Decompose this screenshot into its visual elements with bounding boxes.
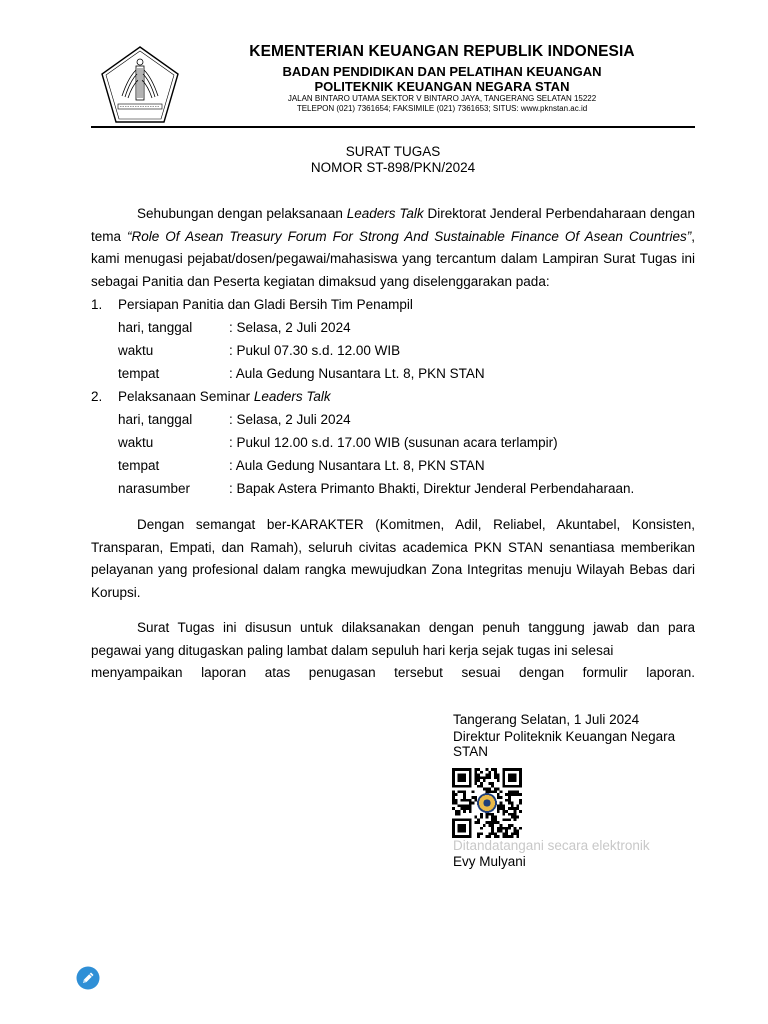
detail-label: hari, tanggal [118, 412, 193, 427]
item-number: 1. [91, 297, 103, 312]
intro-paragraph: Sehubungan dengan pelaksanaan Leaders Talk Direktorat Jenderal Perbendaharaan dengan tema “Role Of Asean Treasury Forum For Strong And Sustainable Finance Of Asean Countries”, kami menugasi pejabat/dosen/pegawai/mahasiswa yang tercantum dalam Lampiran Surat Tugas ini sebagai Panitia dan Peserta kegiatan dimaksud yang diselenggarakan pada: [91, 206, 695, 289]
institution-name: POLITEKNIK KEUANGAN NEGARA STAN [314, 79, 570, 94]
letterhead-divider [91, 126, 695, 128]
closing-paragraph: Surat Tugas ini disusun untuk dilaksanakan dengan penuh tanggung jawab dan para pegawai yang ditugaskan paling lambat dalam sepuluh hari kerja sejak tugas ini selesai menyampaikan laporan atas penugasan tersebut sesuai dengan formulir laporan. [91, 620, 695, 680]
detail-label: tempat [118, 366, 160, 381]
place-date: Tangerang Selatan, 1 Juli 2024 [453, 712, 640, 727]
document-number: NOMOR ST-898/PKN/2024 [310, 160, 476, 175]
detail-value: : Pukul 12.00 s.d. 17.00 WIB (susunan acara terlampir) [229, 435, 558, 450]
detail-label: waktu [118, 435, 154, 450]
detail-value: : Bapak Astera Primanto Bhakti, Direktur Jenderal Perbendaharaan. [229, 481, 635, 496]
address-line: JALAN BINTARO UTAMA SEKTOR V BINTARO JAYA, TANGERANG SELATAN 15222 [287, 94, 597, 103]
detail-label: tempat [118, 458, 160, 473]
detail-value: : Aula Gedung Nusantara Lt. 8, PKN STAN [229, 366, 485, 381]
values-paragraph: Dengan semangat ber-KARAKTER (Komitmen, Adil, Reliabel, Akuntabel, Konsisten, Transparan, Empati, dan Ramah), seluruh civitas academica PKN STAN senantiasa memberikan pelayanan yang profesional dalam rangka mewujudkan Zona Integritas menuju Wilayah Bebas dari Korupsi. [91, 517, 695, 600]
signer-name: Evy Mulyani [453, 854, 526, 869]
detail-value: : Aula Gedung Nusantara Lt. 8, PKN STAN [229, 458, 485, 473]
detail-label: waktu [118, 343, 154, 358]
detail-value: : Selasa, 2 Juli 2024 [229, 412, 351, 427]
item-title: Persiapan Panitia dan Gladi Bersih Tim Penampil [118, 297, 413, 312]
item-title: Pelaksanaan Seminar Leaders Talk [118, 389, 331, 404]
ministry-logo [98, 44, 182, 126]
detail-label: hari, tanggal [118, 320, 193, 335]
document-title: SURAT TUGAS [345, 144, 441, 159]
signer-position: Direktur Politeknik Keuangan Negara [453, 729, 676, 744]
e-sign-note: Ditandatangani secara elektronik [453, 838, 650, 853]
contact-line: TELEPON (021) 7361654; FAKSIMILE (021) 7361653; SITUS: www.pknstan.ac.id [296, 104, 588, 113]
ministry-name: KEMENTERIAN KEUANGAN REPUBLIK INDONESIA [249, 43, 635, 60]
detail-label: narasumber [118, 481, 191, 496]
detail-value: : Selasa, 2 Juli 2024 [229, 320, 351, 335]
agency-name: BADAN PENDIDIKAN DAN PELATIHAN KEUANGAN [282, 64, 602, 79]
qr-code [452, 768, 522, 838]
item-number: 2. [91, 389, 103, 404]
signer-position-cont: STAN [453, 744, 489, 759]
pen-tool-icon[interactable] [76, 966, 100, 990]
detail-value: : Pukul 07.30 s.d. 12.00 WIB [229, 343, 401, 358]
